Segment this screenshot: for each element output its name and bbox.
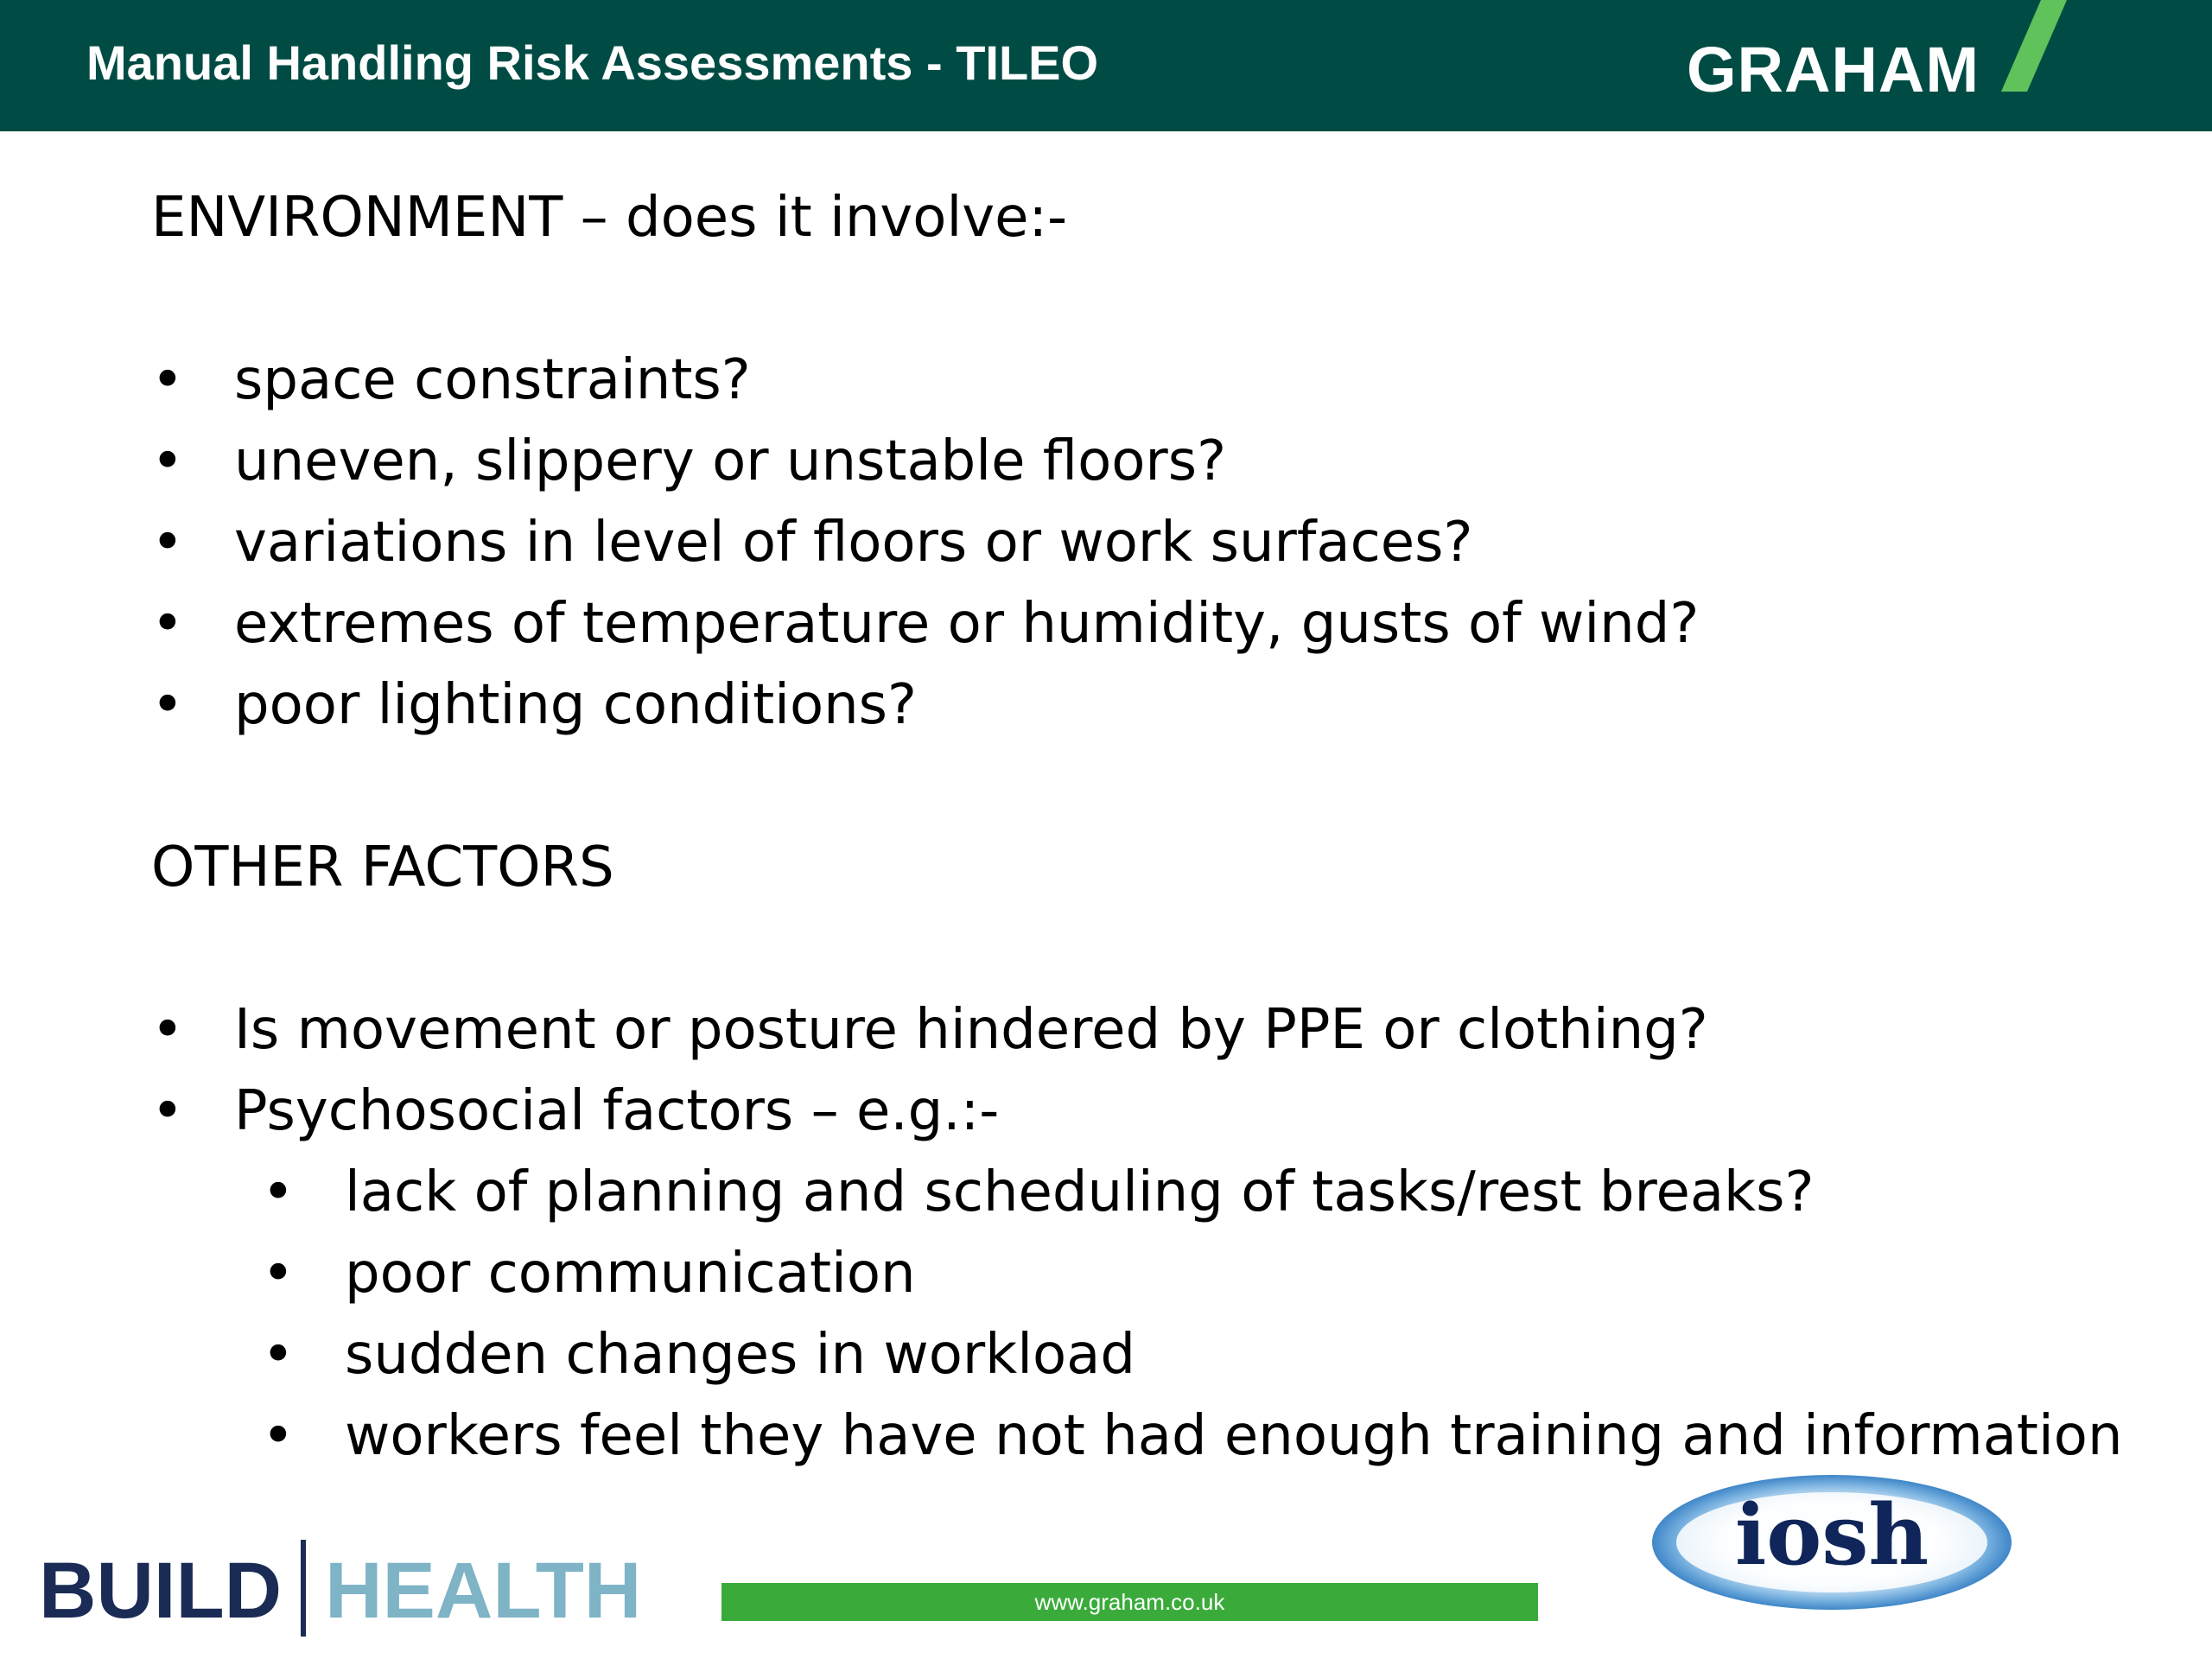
slide-content	[151, 177, 2139, 1477]
list-item: • extremes of temperature or humidity, gusts of wind?	[151, 583, 2139, 664]
environment-list	[151, 340, 2139, 746]
sub-list-item: • sudden changes in workload	[151, 1314, 2139, 1395]
header-bar	[0, 0, 2212, 131]
other-factors-list	[151, 989, 2139, 1152]
list-item: • Is movement or posture hindered by PPE or clothing?	[151, 989, 2139, 1071]
sub-list-item: • poor communication	[151, 1233, 2139, 1314]
sub-list-item: • workers feel they have not had enough training and information	[151, 1395, 2139, 1477]
list-item: • poor lighting conditions?	[151, 664, 2139, 746]
psychosocial-sub-list	[151, 1152, 2139, 1477]
sub-list-item: • lack of planning and scheduling of tasks/rest breaks?	[151, 1152, 2139, 1233]
iosh-logo-icon	[1646, 1469, 2018, 1616]
build-health-logo	[39, 1540, 641, 1643]
environment-heading: ENVIRONMENT – does it involve:-	[151, 186, 1068, 250]
list-item: • uneven, slippery or unstable floors?	[151, 421, 2139, 502]
list-item: • variations in level of floors or work surfaces?	[151, 502, 2139, 583]
build-logo-text: BUILD	[39, 1547, 283, 1635]
health-logo-text: HEALTH	[325, 1547, 642, 1635]
list-item: • space constraints?	[151, 340, 2139, 421]
footer-url-bar	[721, 1583, 1538, 1621]
page-title: Manual Handling Risk Assessments - TILEO	[86, 35, 1099, 90]
graham-logo: GRAHAM	[1687, 34, 1980, 105]
other-factors-heading: OTHER FACTORS	[151, 836, 614, 899]
iosh-logo-text: iosh	[1734, 1486, 1929, 1584]
graham-logo-slash-icon	[1987, 0, 2074, 95]
logo-divider	[301, 1540, 306, 1637]
list-item: • Psychosocial factors – e.g.:-	[151, 1071, 2139, 1152]
footer-url[interactable]: www.graham.co.uk	[1034, 1589, 1225, 1615]
